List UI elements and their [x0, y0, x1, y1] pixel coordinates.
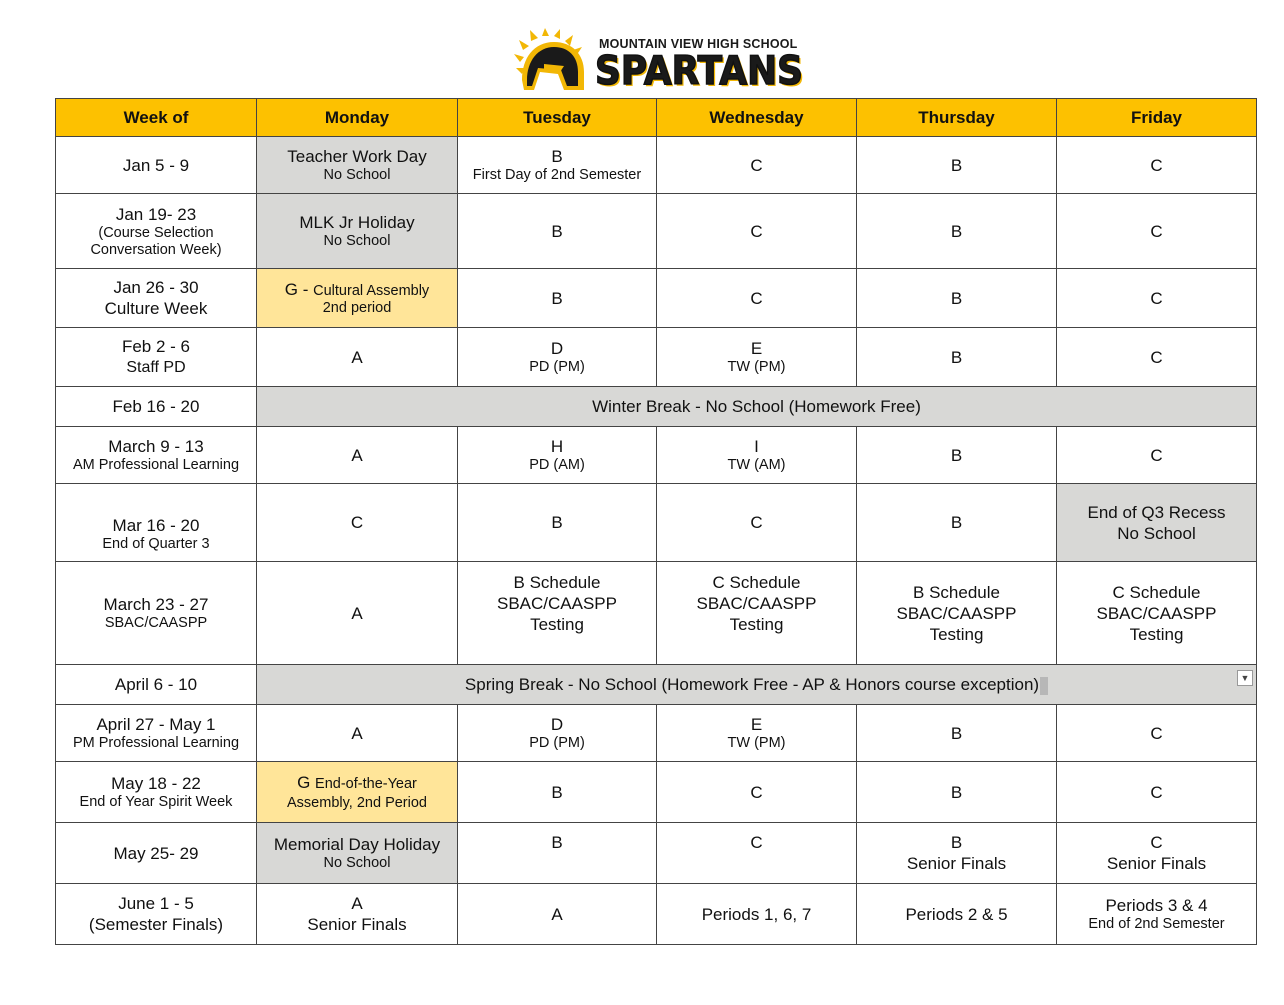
wednesday-cell: C — [657, 269, 857, 328]
day-main: D — [550, 339, 564, 358]
day-main: Memorial Day Holiday — [273, 835, 441, 854]
friday-cell: C — [1057, 705, 1257, 762]
wednesday-cell: C — [657, 194, 857, 269]
day-sub: Senior Finals — [1106, 854, 1207, 873]
day-main: I — [754, 437, 759, 456]
monday-cell — [257, 137, 458, 194]
day-sub: PD (AM) — [529, 457, 585, 473]
tuesday-cell: A — [458, 884, 657, 945]
tuesday-cell — [458, 562, 657, 665]
friday-cell: C — [1057, 328, 1257, 387]
table-row — [56, 823, 1257, 884]
line: SBAC/CAASPP — [497, 594, 617, 613]
week-label: Jan 5 - 9 — [122, 155, 190, 175]
table-row — [56, 427, 1257, 484]
line: SBAC/CAASPP — [1096, 603, 1217, 623]
day-sub: TW (PM) — [727, 735, 786, 751]
friday-cell — [1057, 884, 1257, 945]
week-sub: PM Professional Learning — [72, 735, 240, 751]
monday-cell — [257, 194, 458, 269]
monday-cell: C — [257, 484, 458, 562]
friday-cell: C — [1057, 194, 1257, 269]
day-main: E — [750, 715, 763, 734]
week-label: Jan 19- 23 — [115, 204, 197, 224]
tuesday-cell: B — [458, 269, 657, 328]
line: SBAC/CAASPP — [896, 603, 1017, 623]
week-sub: End of Quarter 3 — [102, 535, 210, 552]
day-sub: 2nd period — [322, 300, 392, 316]
day-sub: TW (PM) — [727, 359, 786, 375]
week-cell: Feb 16 - 20 — [56, 387, 257, 427]
spartan-helmet-icon — [514, 28, 598, 98]
day-sub: No School — [323, 233, 391, 249]
day-sub: Senior Finals — [906, 854, 1007, 873]
wednesday-cell: C — [657, 823, 857, 884]
week-label: Mar 16 - 20 — [112, 515, 200, 535]
week-cell — [56, 427, 257, 484]
day-code: G — [297, 773, 316, 792]
tuesday-cell: B — [458, 823, 657, 884]
winter-break-cell: Winter Break - No School (Homework Free) — [257, 387, 1257, 427]
tuesday-cell: B — [458, 484, 657, 562]
week-cell — [56, 884, 257, 945]
week-cell — [56, 484, 257, 562]
week-label: April 27 - May 1 — [96, 715, 216, 734]
thursday-cell — [857, 823, 1057, 884]
wednesday-cell: C — [657, 137, 857, 194]
day-sub: TW (AM) — [727, 457, 786, 473]
wednesday-cell: C — [657, 484, 857, 562]
thursday-cell: B — [857, 427, 1057, 484]
friday-cell — [1057, 823, 1257, 884]
day-sub: No School — [323, 167, 391, 183]
week-label: Jan 26 - 30 — [113, 278, 199, 297]
header-thursday: Thursday — [857, 99, 1057, 137]
day-main: H — [550, 437, 564, 456]
week-cell — [56, 137, 257, 194]
header-week-of: Week of — [56, 99, 257, 137]
friday-cell — [1057, 562, 1257, 665]
monday-cell — [257, 762, 458, 823]
line: Testing — [530, 615, 584, 634]
header-tuesday: Tuesday — [458, 99, 657, 137]
week-cell — [56, 762, 257, 823]
wednesday-cell: Periods 1, 6, 7 — [657, 884, 857, 945]
thursday-cell — [857, 562, 1057, 665]
day-main: Teacher Work Day — [287, 147, 427, 166]
friday-cell: C — [1057, 137, 1257, 194]
day-sub: No School — [1117, 523, 1196, 543]
week-cell — [56, 328, 257, 387]
wednesday-cell — [657, 562, 857, 665]
school-logo — [514, 28, 804, 98]
thursday-cell: B — [857, 194, 1057, 269]
week-cell: April 6 - 10 — [56, 665, 257, 705]
day-main: End of Q3 Recess — [1087, 502, 1226, 522]
day-main: Periods 3 & 4 — [1105, 896, 1208, 915]
week-cell — [56, 269, 257, 328]
week-sub: Culture Week — [104, 299, 208, 318]
tuesday-cell — [458, 427, 657, 484]
thursday-cell: B — [857, 137, 1057, 194]
text-cursor — [1040, 677, 1048, 695]
day-sub: Senior Finals — [307, 915, 407, 934]
week-sub: (Semester Finals) — [88, 915, 224, 934]
line: C Schedule — [712, 573, 801, 592]
table-row — [56, 269, 1257, 328]
week-sub: Staff PD — [126, 359, 186, 376]
monday-cell: A — [257, 562, 458, 665]
day-event: End-of-the-Year — [315, 776, 417, 792]
table-row — [56, 884, 1257, 945]
table-row — [56, 137, 1257, 194]
monday-cell: A — [257, 328, 458, 387]
friday-cell: C — [1057, 427, 1257, 484]
table-row — [56, 387, 1257, 427]
day-main: E — [750, 339, 763, 358]
header-row — [56, 99, 1257, 137]
table-row — [56, 194, 1257, 269]
table-row — [56, 762, 1257, 823]
wednesday-cell — [657, 705, 857, 762]
line: Testing — [1129, 624, 1184, 644]
week-sub: AM Professional Learning — [72, 457, 240, 473]
day-main: B — [950, 833, 963, 852]
day-main: A — [351, 894, 363, 913]
week-label: March 23 - 27 — [103, 595, 209, 614]
week-sub: End of Year Spirit Week — [79, 794, 233, 810]
week-label: March 9 - 13 — [108, 437, 204, 456]
monday-cell: A — [257, 427, 458, 484]
week-sub: (Course Selection Conversation Week) — [90, 224, 222, 258]
day-sub: First Day of 2nd Semester — [472, 167, 642, 183]
wednesday-cell: C — [657, 762, 857, 823]
table-row — [56, 484, 1257, 562]
week-cell — [56, 194, 257, 269]
week-cell — [56, 562, 257, 665]
thursday-cell: B — [857, 484, 1057, 562]
week-label: Feb 2 - 6 — [121, 337, 191, 356]
thursday-cell: Periods 2 & 5 — [857, 884, 1057, 945]
week-label: June 1 - 5 — [118, 894, 194, 913]
day-main: C — [1150, 833, 1163, 852]
table-row — [56, 665, 1257, 705]
team-name: SPARTANS — [595, 49, 803, 94]
thursday-cell: B — [857, 328, 1057, 387]
day-sub: PD (PM) — [529, 735, 585, 751]
tuesday-cell: B — [458, 194, 657, 269]
friday-cell: C — [1057, 762, 1257, 823]
day-sub: PD (PM) — [529, 359, 585, 375]
line: SBAC/CAASPP — [696, 594, 817, 613]
monday-cell — [257, 823, 458, 884]
spring-break-text: Spring Break - No School (Homework Free - AP & Honors course exception) — [464, 675, 1040, 694]
friday-cell — [1057, 484, 1257, 562]
tuesday-cell — [458, 705, 657, 762]
week-cell: May 25- 29 — [56, 823, 257, 884]
line: Testing — [929, 624, 984, 644]
line: C Schedule — [1112, 582, 1201, 602]
monday-cell: A — [257, 705, 458, 762]
week-cell — [56, 705, 257, 762]
wednesday-cell — [657, 427, 857, 484]
day-code: G - — [284, 280, 314, 299]
line: B Schedule — [913, 582, 1000, 602]
tuesday-cell: B — [458, 762, 657, 823]
spring-break-cell[interactable] — [257, 665, 1257, 705]
table-row — [56, 328, 1257, 387]
week-label: May 18 - 22 — [111, 774, 201, 793]
thursday-cell: B — [857, 762, 1057, 823]
day-main: D — [550, 715, 564, 734]
wednesday-cell — [657, 328, 857, 387]
header-friday: Friday — [1057, 99, 1257, 137]
line: B Schedule — [513, 573, 601, 592]
week-sub: SBAC/CAASPP — [104, 615, 208, 631]
day-sub: Assembly, 2nd Period — [287, 795, 427, 811]
monday-cell — [257, 884, 458, 945]
thursday-cell: B — [857, 705, 1057, 762]
tuesday-cell — [458, 137, 657, 194]
tuesday-cell — [458, 328, 657, 387]
day-event: Cultural Assembly — [313, 283, 430, 299]
monday-cell — [257, 269, 458, 328]
dropdown-arrow-icon[interactable]: ▼ — [1237, 670, 1253, 686]
table-row — [56, 562, 1257, 665]
semester-calendar-table — [55, 98, 1257, 945]
friday-cell: C — [1057, 269, 1257, 328]
header-monday: Monday — [257, 99, 458, 137]
day-main: MLK Jr Holiday — [299, 213, 415, 232]
thursday-cell: B — [857, 269, 1057, 328]
day-sub: No School — [323, 855, 391, 871]
school-name: MOUNTAIN VIEW HIGH SCHOOL — [599, 37, 798, 51]
table-row — [56, 705, 1257, 762]
day-main: B — [551, 147, 563, 166]
header-wednesday: Wednesday — [657, 99, 857, 137]
line: Testing — [729, 615, 784, 634]
day-sub: End of 2nd Semester — [1088, 916, 1225, 932]
